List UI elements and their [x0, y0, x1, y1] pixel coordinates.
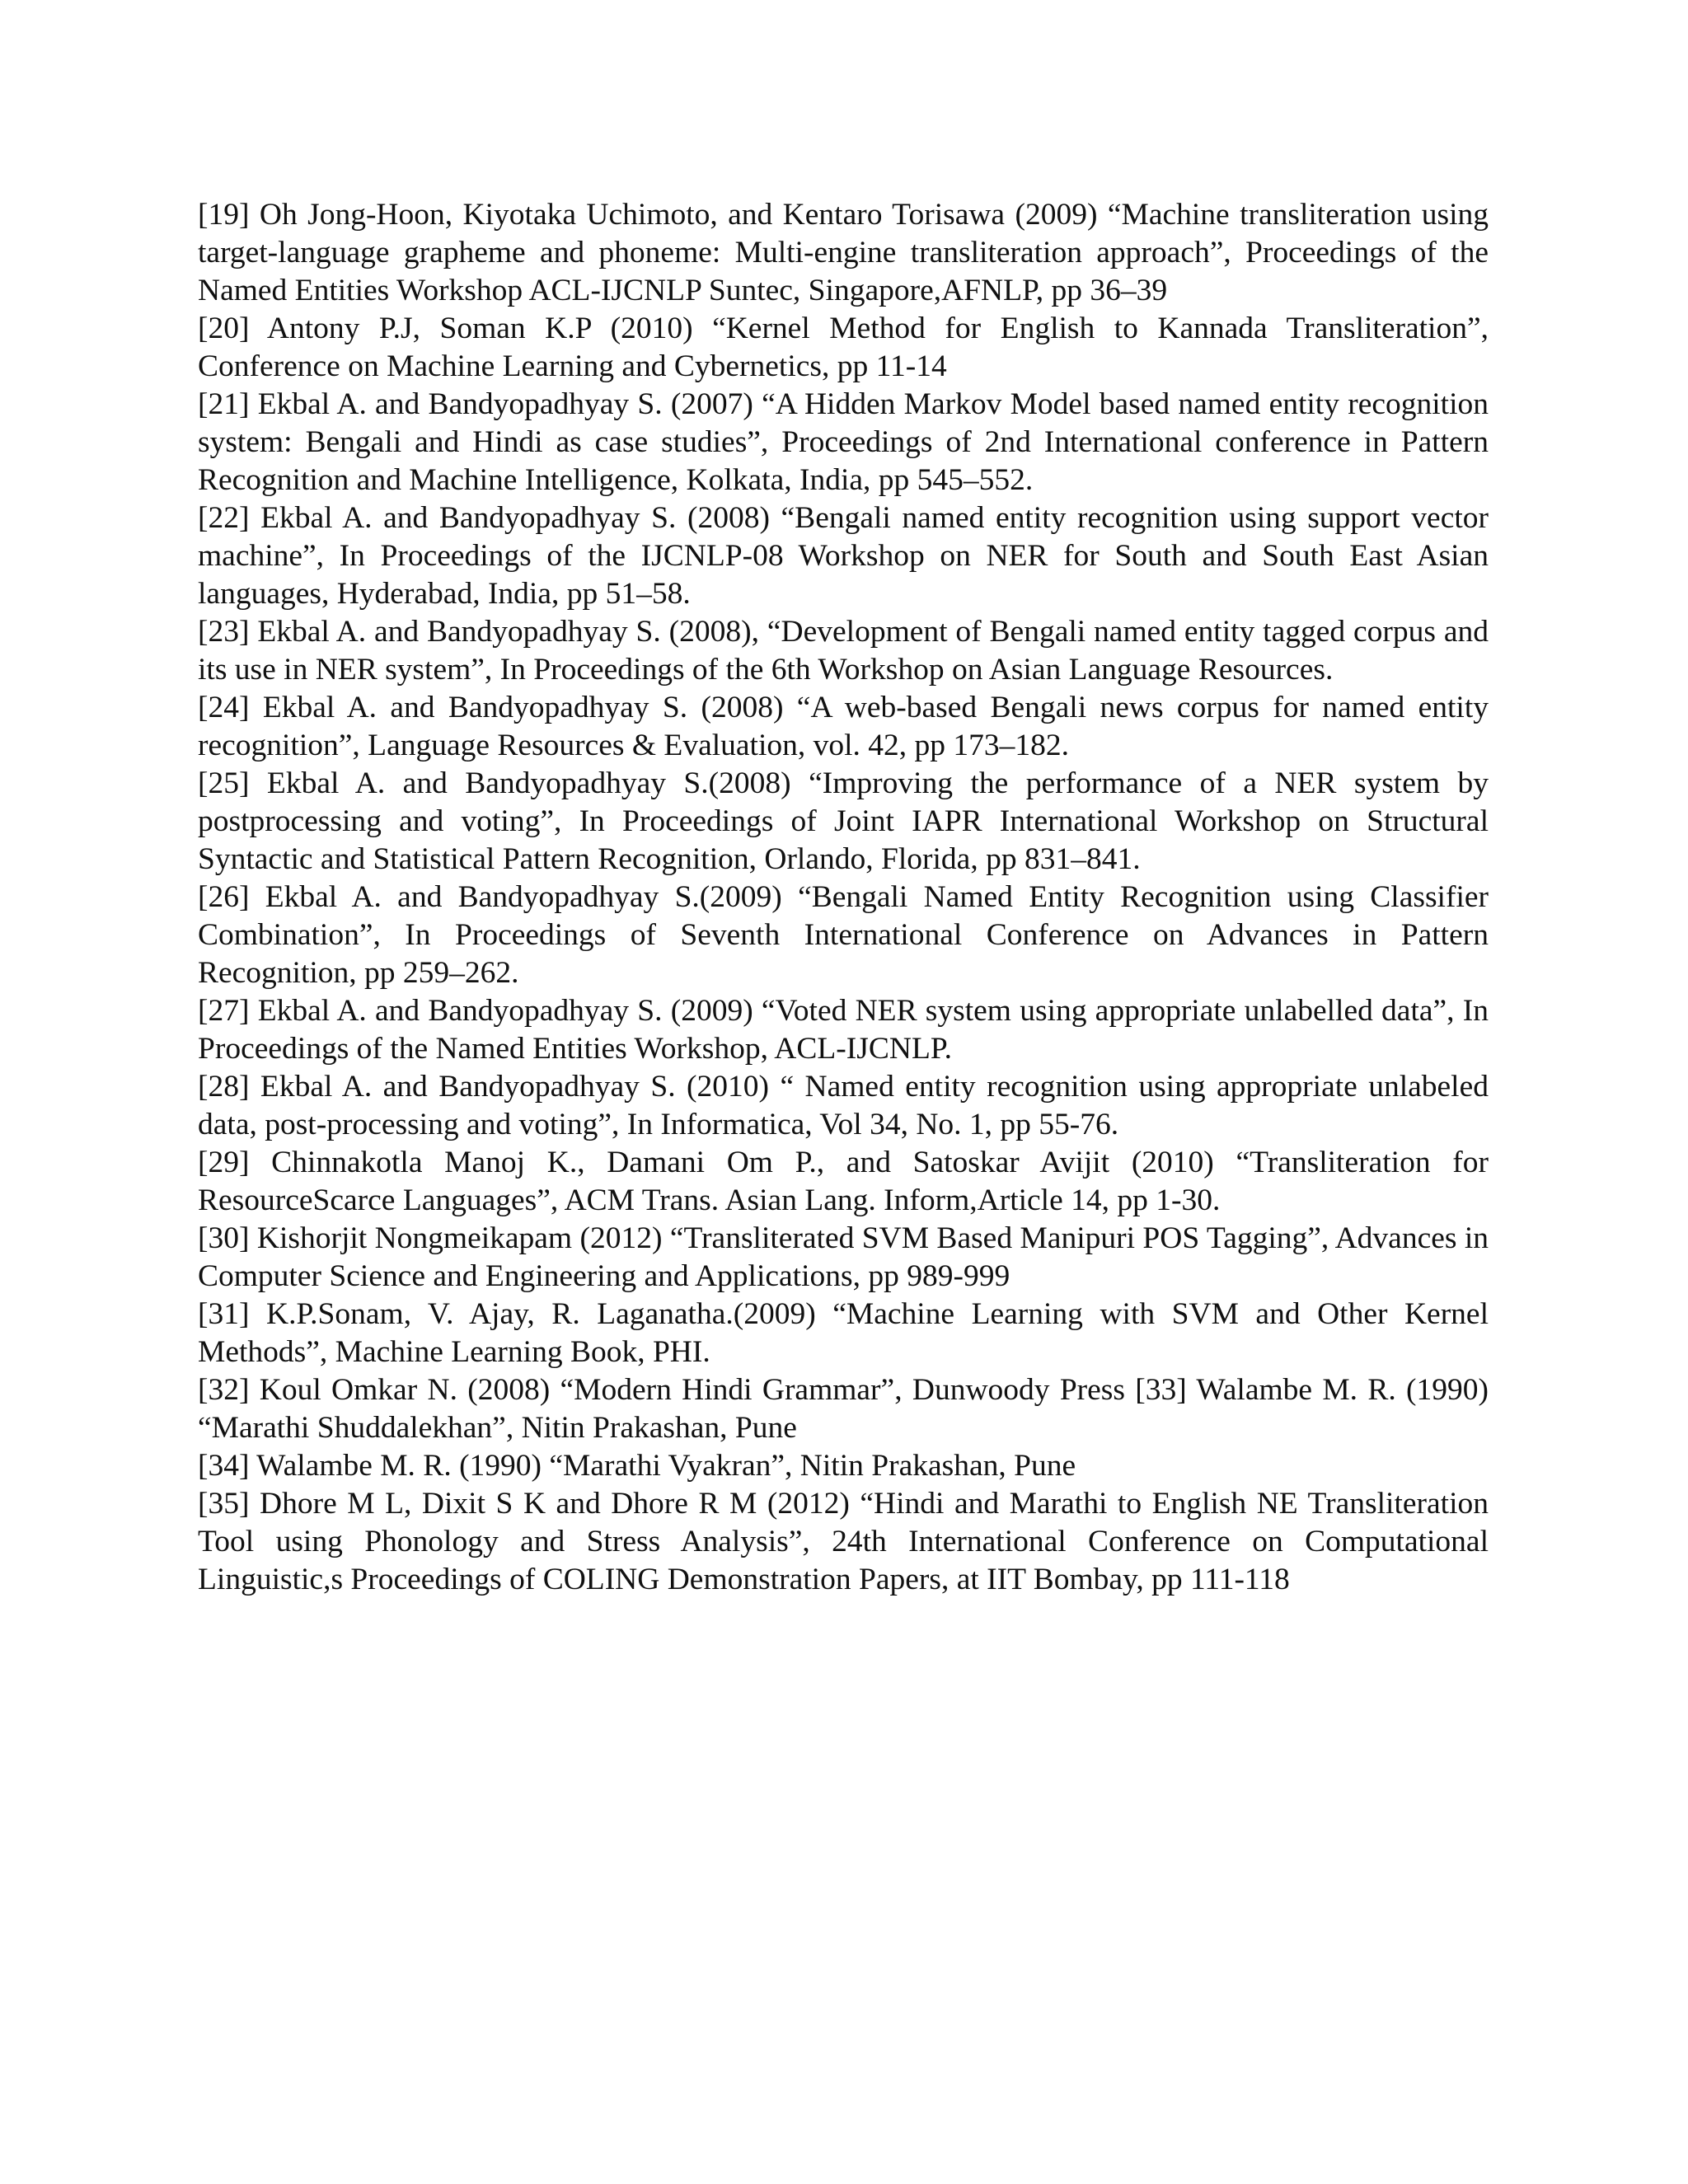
- reference-22: [22] Ekbal A. and Bandyopadhyay S. (2008) “Bengali named entity recognition using support vector machine”, In Proceedings of the IJCNLP-08 Workshop on NER for South and South East Asian languages, Hyderabad, India, pp 51–58.: [198, 501, 1489, 611]
- reference-19: [19] Oh Jong-Hoon, Kiyotaka Uchimoto, and Kentaro Torisawa (2009) “Machine transliteration using target-language grapheme and phoneme: Multi-engine transliteration approach”, Proceedings of the Named Entities Workshop ACL-IJCNLP Suntec, Singapore,AFNLP, pp 36–39: [198, 198, 1489, 307]
- reference-34: [34] Walambe M. R. (1990) “Marathi Vyakran”, Nitin Prakashan, Pune: [198, 1449, 1076, 1483]
- reference-35: [35] Dhore M L, Dixit S K and Dhore R M (2012) “Hindi and Marathi to English NE Transliteration Tool using Phonology and Stress Analysis”, 24th International Conference on Computational Linguistic,s Proceedings of COLING Demonstration Papers, at IIT Bombay, pp 111-118: [198, 1487, 1489, 1596]
- reference-20: [20] Antony P.J, Soman K.P (2010) “Kernel Method for English to Kannada Transliteration”, Conference on Machine Learning and Cybernetics, pp 11-14: [198, 312, 1489, 383]
- reference-30: [30] Kishorjit Nongmeikapam (2012) “Transliterated SVM Based Manipuri POS Tagging”, Advances in Computer Science and Engineering and Applications, pp 989-999: [198, 1221, 1489, 1293]
- reference-24: [24] Ekbal A. and Bandyopadhyay S. (2008) “A web-based Bengali news corpus for named entity recognition”, Language Resources & Evaluation, vol. 42, pp 173–182.: [198, 691, 1489, 762]
- reference-32-33: [32] Koul Omkar N. (2008) “Modern Hindi Grammar”, Dunwoody Press [33] Walambe M. R. (1990) “Marathi Shuddalekhan”, Nitin Prakashan, Pune: [198, 1373, 1489, 1445]
- reference-31: [31] K.P.Sonam, V. Ajay, R. Laganatha.(2009) “Machine Learning with SVM and Other Kernel Methods”, Machine Learning Book, PHI.: [198, 1297, 1489, 1369]
- reference-23: [23] Ekbal A. and Bandyopadhyay S. (2008), “Development of Bengali named entity tagged corpus and its use in NER system”, In Proceedings of the 6th Workshop on Asian Language Resources.: [198, 615, 1489, 687]
- reference-27: [27] Ekbal A. and Bandyopadhyay S. (2009) “Voted NER system using appropriate unlabelled data”, In Proceedings of the Named Entities Workshop, ACL-IJCNLP.: [198, 994, 1489, 1066]
- reference-26: [26] Ekbal A. and Bandyopadhyay S.(2009) “Bengali Named Entity Recognition using Classifier Combination”, In Proceedings of Seventh International Conference on Advances in Pattern Recognition, pp 259–262.: [198, 880, 1489, 990]
- reference-21: [21] Ekbal A. and Bandyopadhyay S. (2007) “A Hidden Markov Model based named entity recognition system: Bengali and Hindi as case studies”, Proceedings of 2nd International conference in Pattern Recognition and Machine Intelligence, Kolkata, India, pp 545–552.: [198, 387, 1489, 497]
- reference-25: [25] Ekbal A. and Bandyopadhyay S.(2008) “Improving the performance of a NER system by postprocessing and voting”, In Proceedings of Joint IAPR International Workshop on Structural Syntactic and Statistical Pattern Recognition, Orlando, Florida, pp 831–841.: [198, 766, 1489, 876]
- reference-28: [28] Ekbal A. and Bandyopadhyay S. (2010) “ Named entity recognition using appropriate unlabeled data, post-processing and voting”, In Informatica, Vol 34, No. 1, pp 55-76.: [198, 1070, 1489, 1141]
- reference-list: [198, 196, 1489, 1599]
- reference-29: [29] Chinnakotla Manoj K., Damani Om P., and Satoskar Avijit (2010) “Transliteration for ResourceScarce Languages”, ACM Trans. Asian Lang. Inform,Article 14, pp 1-30.: [198, 1146, 1489, 1217]
